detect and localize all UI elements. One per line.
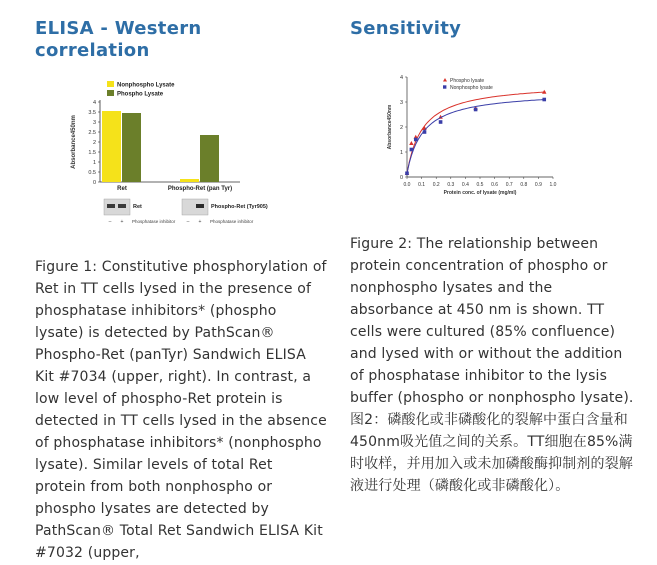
data-point [439, 120, 443, 124]
data-point [405, 171, 409, 175]
y-tick-label: 3.5 [88, 110, 96, 116]
y-tick-label: 2.5 [88, 130, 96, 136]
legend-label: Nonphospho Lysate [117, 82, 175, 89]
scatter-chart [385, 72, 565, 202]
x-tick-label: 0.6 [491, 182, 499, 188]
legend-swatch [107, 81, 114, 87]
legend-swatch [107, 90, 114, 96]
data-point [423, 130, 427, 134]
y-tick-label: 1 [399, 150, 403, 156]
figure-1-bar-chart [65, 77, 275, 246]
data-point [409, 141, 413, 145]
y-tick-label: 1.5 [88, 150, 96, 156]
western-minus: – [186, 219, 190, 225]
legend-marker [443, 78, 447, 82]
x-category-label: Phospho-Ret (pan Tyr) [167, 186, 233, 192]
y-tick-label: 3 [92, 120, 96, 126]
bar [122, 113, 141, 182]
y-tick-label: 4 [399, 75, 403, 81]
data-point [474, 108, 478, 112]
legend-label: Phospho lysate [450, 77, 485, 84]
x-tick-label: 0.0 [403, 182, 411, 188]
x-tick-label: 0.3 [447, 182, 455, 188]
x-tick-label: 1.0 [549, 182, 557, 188]
data-point [410, 148, 414, 152]
x-tick-label: 0.2 [432, 182, 440, 188]
x-tick-label: 0.4 [461, 182, 469, 188]
x-tick-label: 0.8 [520, 182, 528, 188]
western-label: Ret [133, 204, 142, 210]
y-tick-label: 2 [399, 125, 403, 131]
western-label: Phospho-Ret (Tyr905) [211, 204, 268, 210]
figure-1-caption: Figure 1: Constitutive phosphorylation of Ret in TT cells lysed in the presence of phosphatase inhibitors* (phospho lysate) is detected by PathScan® Phospho-Ret (panTyr) Sandwich ELISA Kit #7034 (upper, right). In contrast, a low level of phospho-Ret protein is detected in TT cells lysed in the absence of phosphatase inhibitors* (nonphospho lysate). Similar levels of total Ret protein from both nonphospho or phospho lysates are detected by PathScan® Total Ret Sandwich ELISA Kit #7032 (upper, [35, 259, 327, 561]
bar [180, 179, 199, 182]
section-heading-elisa-western: ELISA - Western correlation [35, 18, 202, 61]
western-plus: + [120, 219, 124, 225]
bar [200, 135, 219, 182]
y-tick-label: 0 [399, 175, 403, 181]
y-axis-label: Absorbance450nm [71, 115, 77, 169]
y-tick-label: 0 [92, 180, 96, 186]
data-point [542, 98, 546, 102]
western-blot-panel [182, 199, 208, 215]
legend-marker [443, 85, 446, 88]
western-note: Phosphatase inhibitor [132, 219, 176, 224]
figure-2-scatter-chart [385, 72, 565, 206]
y-tick-label: 3 [399, 100, 403, 106]
western-note: Phosphatase inhibitor [210, 219, 254, 224]
legend-label: Phospho Lysate [117, 91, 164, 98]
bar-chart [65, 77, 275, 242]
x-axis-label: Protein conc. of lysate (mg/ml) [443, 190, 517, 196]
y-tick-label: 1 [92, 160, 96, 166]
y-tick-label: 4 [92, 100, 96, 106]
x-category-label: Ret [117, 186, 127, 192]
western-plus: + [198, 219, 202, 225]
section-heading-sensitivity: Sensitivity [350, 18, 462, 39]
western-band [107, 204, 115, 208]
figure-2-caption: Figure 2: The relationship between protein concentration of phospho or nonphospho lysates and the absorbance at 450 nm is shown. TT cells were cultured (85% confluence) and lysed with or without the addition of phosphatase inhibitor to the lysis buffer (phospho or nonphospho lysate). 图2：磷酸化或非磷酸化的裂解中蛋白含量和450nm吸光值之间的关系。TT细胞在85%满时收样，并用加入或未加磷酸酶抑制剂的裂解液进行处理（磷酸化或非磷酸化）。 [350, 236, 634, 494]
x-tick-label: 0.9 [534, 182, 542, 188]
y-tick-label: 2 [92, 140, 96, 146]
legend-label: Nonphospho lysate [450, 84, 493, 91]
western-band [196, 204, 204, 208]
x-tick-label: 0.5 [476, 182, 484, 188]
western-band [118, 204, 126, 208]
data-point [414, 138, 418, 142]
x-tick-label: 0.1 [418, 182, 426, 188]
fit-curve [407, 92, 546, 173]
x-tick-label: 0.7 [505, 182, 513, 188]
western-minus: – [108, 219, 112, 225]
y-axis-label: Absorbance450nm [387, 104, 393, 150]
y-tick-label: 0.5 [88, 170, 96, 176]
bar [102, 111, 121, 182]
